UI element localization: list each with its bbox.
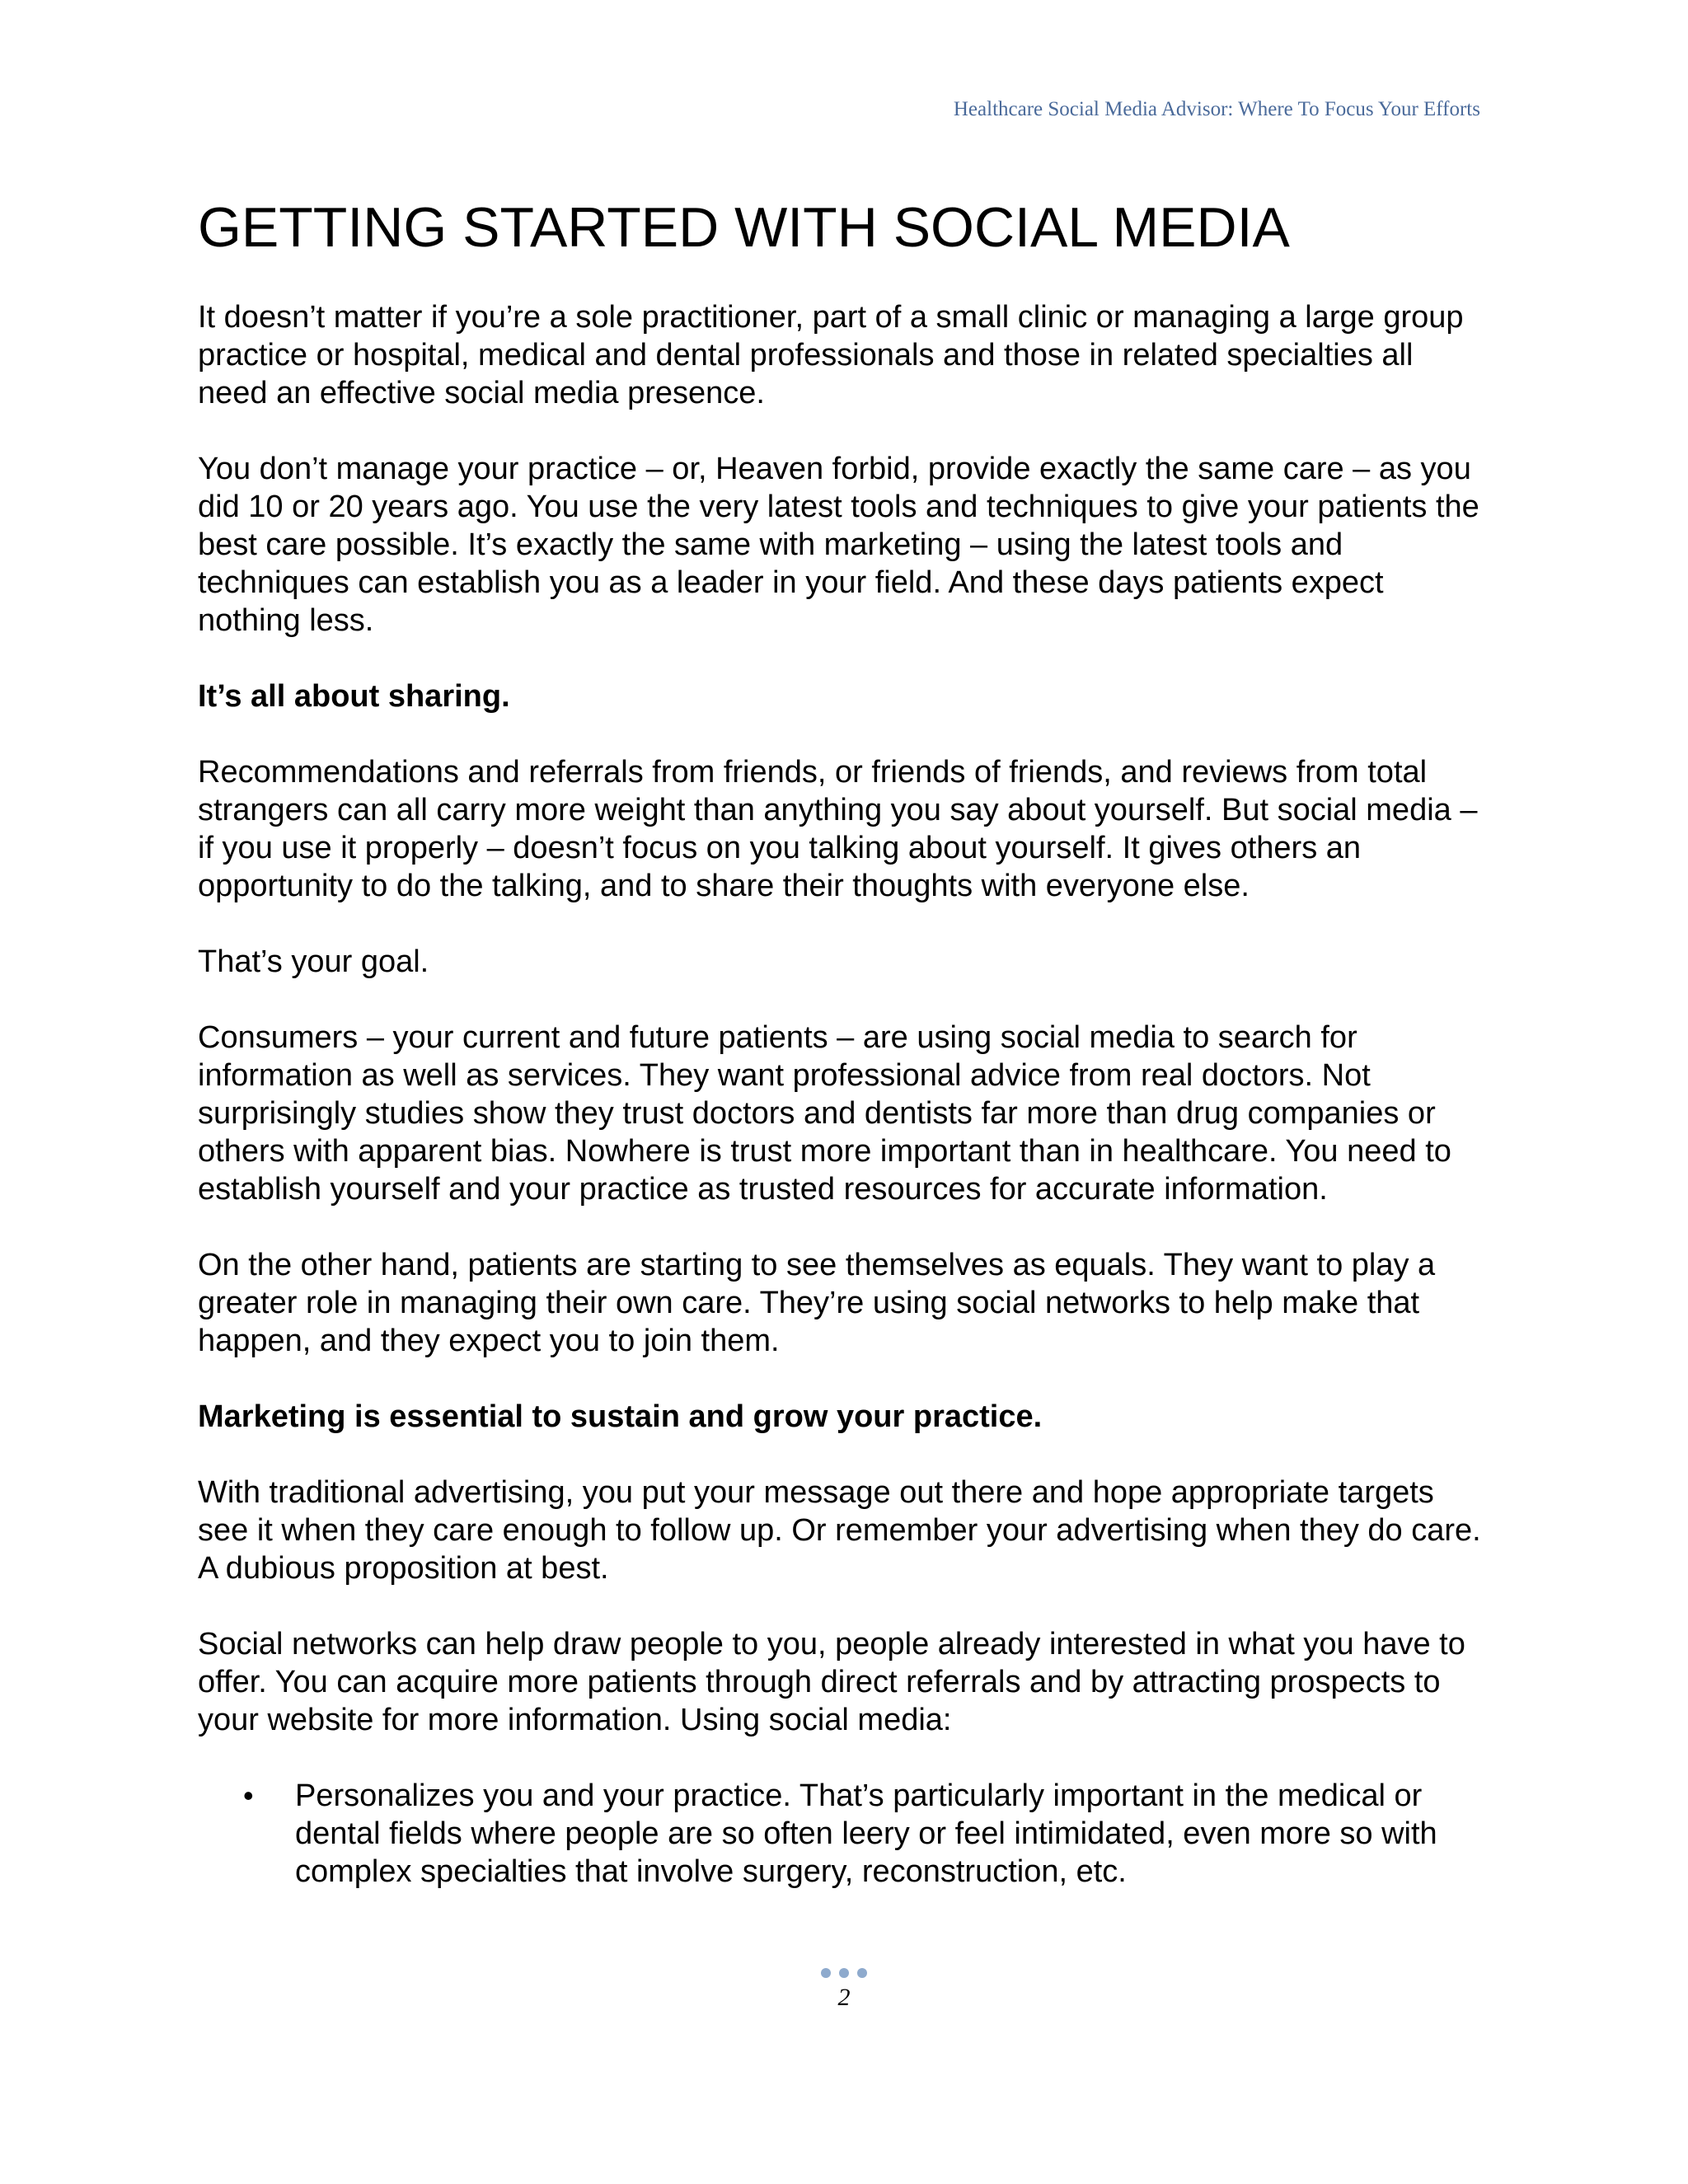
dot-icon: [857, 1968, 867, 1978]
spacer: [198, 905, 1484, 943]
dot-icon: [839, 1968, 849, 1978]
spacer: [198, 1739, 1484, 1777]
paragraph: Social networks can help draw people to you, people already interested in what you have to offer. You can acquire more patients through direct referrals and by attracting prospects to your website for more information. Using social media:: [198, 1627, 1465, 1737]
page-dots-ornament: [0, 1968, 1688, 1980]
paragraph: It doesn’t matter if you’re a sole practitioner, part of a small clinic or managing a large group practice or hospital, medical and dental professionals and those in related specialties all need an effective social media presence.: [198, 300, 1464, 410]
section-heading: It’s all about sharing.: [198, 679, 510, 714]
spacer: [198, 412, 1484, 450]
bullet-list: [198, 1777, 1484, 1891]
page-title: GETTING STARTED WITH SOCIAL MEDIA: [198, 196, 1290, 259]
spacer: [198, 981, 1484, 1019]
dot-icon: [821, 1968, 831, 1978]
list-item-text: Personalizes you and your practice. That’s particularly important in the medical or dental fields where people are so often leery or feel intimidated, even more so with complex specialties that involve surgery, reconstruction, etc.: [295, 1779, 1437, 1889]
spacer: [198, 1360, 1484, 1398]
list-item: [198, 1777, 1484, 1891]
paragraph: On the other hand, patients are starting to see themselves as equals. They want to play a greater role in managing their own care. They’re using social networks to help make that happen, and they expect you to join them.: [198, 1248, 1436, 1358]
spacer: [198, 1436, 1484, 1474]
spacer: [198, 265, 1484, 298]
paragraph: You don’t manage your practice – or, Heaven forbid, provide exactly the same care – as you did 10 or 20 years ago. You use the very latest tools and techniques to give your patients the best care possible. It’s exactly the same with marketing – using the latest tools and techniques can establish you as a leader in your field. And these days patients expect nothing less.: [198, 452, 1479, 638]
document-body: [198, 190, 1484, 1891]
paragraph: Consumers – your current and future patients – are using social media to search for information as well as services. They want professional advice from real doctors. Not surprisingly studies show they trust doctors and dentists far more than drug companies or others with apparent bias. Nowhere is trust more important than in healthcare. You need to establish yourself and your practice as trusted resources for accurate information.: [198, 1020, 1451, 1207]
spacer: [198, 1208, 1484, 1246]
spacer: [198, 715, 1484, 753]
paragraph: That’s your goal.: [198, 944, 429, 979]
spacer: [198, 1587, 1484, 1625]
spacer: [198, 640, 1484, 677]
paragraph: Recommendations and referrals from friends, or friends of friends, and reviews from total strangers can all carry more weight than anything you say about yourself. But social media – if you use it properly – doesn’t focus on you talking about yourself. It gives others an opportunity to do the talking, and to share their thoughts with everyone else.: [198, 755, 1478, 903]
running-header: Healthcare Social Media Advisor: Where To Focus Your Efforts: [953, 98, 1480, 120]
section-heading: Marketing is essential to sustain and grow your practice.: [198, 1399, 1043, 1434]
paragraph: With traditional advertising, you put your message out there and hope appropriate targets see it when they care enough to follow up. Or remember your advertising when they do care. A dubious proposition at best.: [198, 1475, 1481, 1586]
page-footer: [0, 1968, 1688, 2013]
bullet-icon: •: [243, 1779, 254, 1812]
page-number: 2: [837, 1984, 851, 2011]
